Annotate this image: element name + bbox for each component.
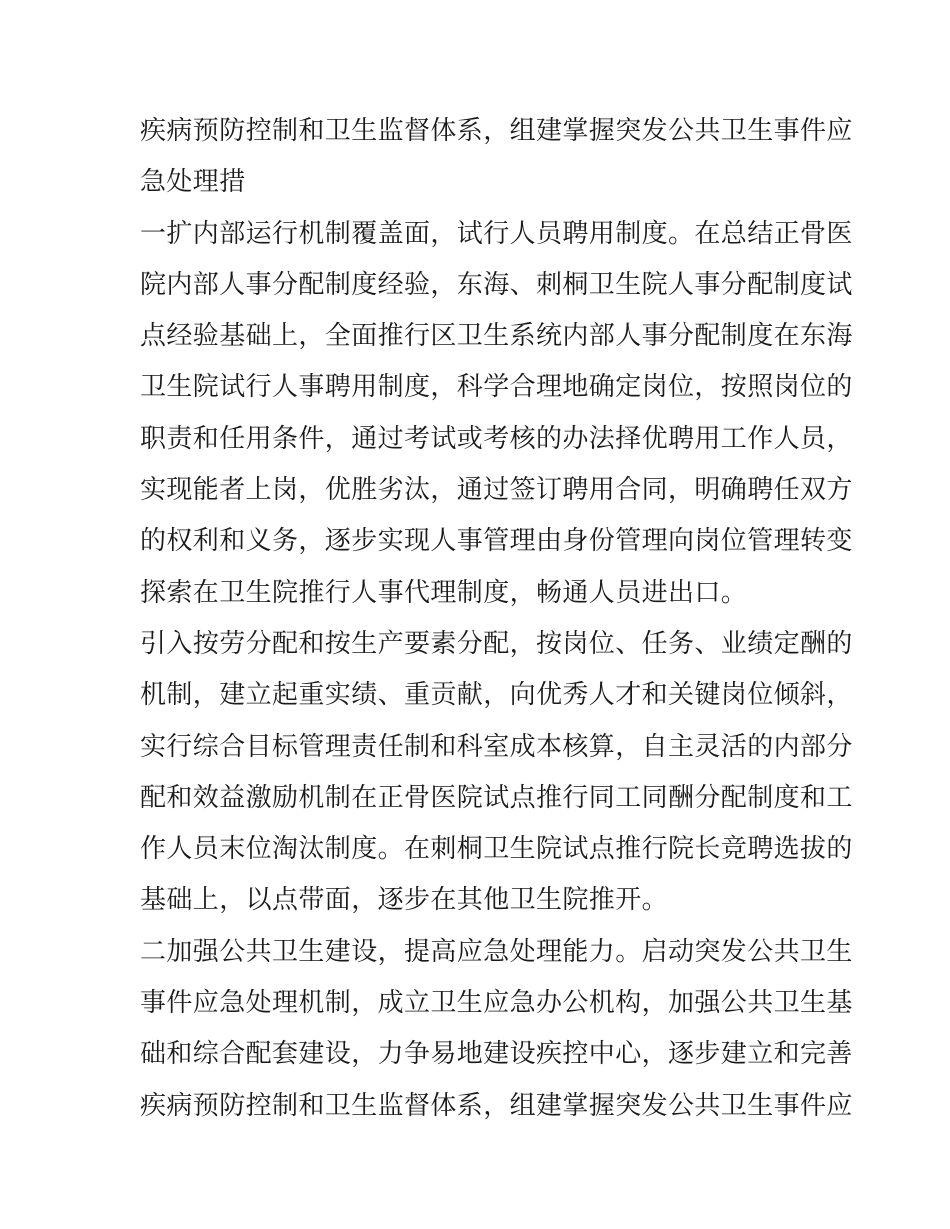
text-line: 基础上，以点带面，逐步在其他卫生院推开。 [140, 885, 669, 916]
text-line: 机制，建立起重实绩、重贡献，向优秀人才和关键岗位倾斜， [140, 680, 853, 711]
document-body [140, 106, 853, 1132]
text-line: 急处理措 [140, 167, 246, 198]
text-line: 职责和任用条件，通过考试或考核的办法择优聘用工作人员， [140, 423, 853, 454]
text-line: 一扩内部运行机制覆盖面，试行人员聘用制度。在总结正骨医 [140, 218, 853, 249]
text-line: 卫生院试行人事聘用制度，科学合理地确定岗位，按照岗位的 [140, 372, 853, 403]
text-line: 探索在卫生院推行人事代理制度，畅通人员进出口。 [140, 577, 748, 608]
text-line: 作人员末位淘汰制度。在刺桐卫生院试点推行院长竞聘选拔的 [140, 834, 853, 865]
text-line: 引入按劳分配和按生产要素分配，按岗位、任务、业绩定酬的 [140, 628, 853, 659]
text-line: 疾病预防控制和卫生监督体系，组建掌握突发公共卫生事件应 [140, 116, 853, 146]
text-line: 配和效益激励机制在正骨医院试点推行同工同酬分配制度和工 [140, 782, 853, 813]
text-line: 事件应急处理机制，成立卫生应急办公机构，加强公共卫生基 [140, 988, 853, 1019]
text-line: 的权利和义务，逐步实现人事管理由身份管理向岗位管理转变 [140, 526, 853, 557]
text-line: 疾病预防控制和卫生监督体系，组建掌握突发公共卫生事件应 [140, 1090, 853, 1121]
text-line: 点经验基础上，全面推行区卫生系统内部人事分配制度在东海 [140, 321, 853, 352]
text-line: 二加强公共卫生建设，提高应急处理能力。启动突发公共卫生 [140, 936, 853, 967]
text-line: 实行综合目标管理责任制和科室成本核算，自主灵活的内部分 [140, 731, 853, 762]
text-line: 实现能者上岗，优胜劣汰，通过签订聘用合同，明确聘任双方 [140, 475, 853, 506]
text-line: 院内部人事分配制度经验，东海、刺桐卫生院人事分配制度试 [140, 269, 853, 300]
text-line: 础和综合配套建设，力争易地建设疾控中心，逐步建立和完善 [140, 1039, 853, 1070]
